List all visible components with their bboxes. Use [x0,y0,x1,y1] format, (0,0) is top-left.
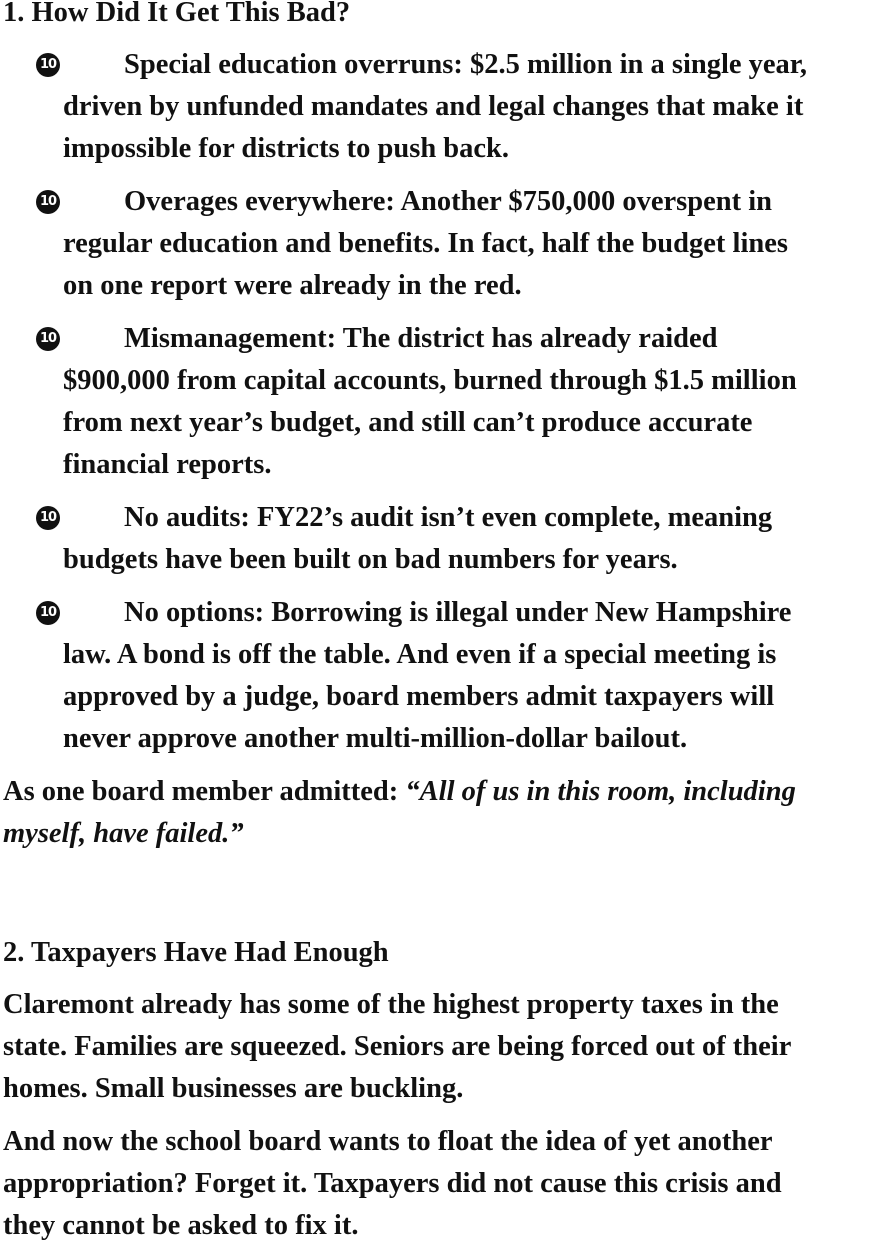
numbered-circle-bullet-icon: 10 [36,190,60,214]
section-1-heading: 1. How Did It Get This Bad? [3,0,351,28]
bullet-line: financial reports. [63,449,272,480]
bullet-line: never approve another multi-million-dollar bailout. [63,723,688,754]
section-2-heading: 2. Taxpayers Have Had Enough [3,937,389,968]
bullet-line: approved by a judge, board members admit taxpayers will [63,681,775,712]
bullet-line: driven by unfunded mandates and legal changes that make it [63,91,804,122]
quote-intro: As one board member admitted: [3,776,406,807]
board-member-quote-line-2: myself, have failed.” [3,818,244,849]
bullet-line: Overages everywhere: Another $750,000 overspent in [124,186,772,217]
paragraph-2-line: they cannot be asked to fix it. [3,1210,359,1241]
bullet-line: No options: Borrowing is illegal under New Hampshire [124,597,792,628]
bullet-line: impossible for districts to push back. [63,133,510,164]
paragraph-1-line: homes. Small businesses are buckling. [3,1073,464,1104]
bullet-line: $900,000 from capital accounts, burned through $1.5 million [63,365,797,396]
bullet-line: regular education and benefits. In fact, half the budget lines [63,228,788,259]
bullet-line: on one report were already in the red. [63,270,522,301]
board-member-quote-line-1 [3,771,796,813]
bullet-line: Mismanagement: The district has already raided [124,323,718,354]
bullet-line: from next year’s budget, and still can’t produce accurate [63,407,753,438]
numbered-circle-bullet-icon: 10 [36,601,60,625]
numbered-circle-bullet-icon: 10 [36,506,60,530]
bullet-line: law. A bond is off the table. And even if a special meeting is [63,639,777,670]
paragraph-2-line: appropriation? Forget it. Taxpayers did not cause this crisis and [3,1168,782,1199]
bullet-line: No audits: FY22’s audit isn’t even complete, meaning [124,502,773,533]
paragraph-1-line: state. Families are squeezed. Seniors are being forced out of their [3,1031,792,1062]
numbered-circle-bullet-icon: 10 [36,327,60,351]
paragraph-1-line: Claremont already has some of the highest property taxes in the [3,989,779,1020]
bullet-line: budgets have been built on bad numbers for years. [63,544,678,575]
quote-text: “All of us in this room, including [405,776,796,807]
bullet-line: Special education overruns: $2.5 million in a single year, [124,49,807,80]
numbered-circle-bullet-icon: 10 [36,53,60,77]
paragraph-2-line: And now the school board wants to float the idea of yet another [3,1126,773,1157]
